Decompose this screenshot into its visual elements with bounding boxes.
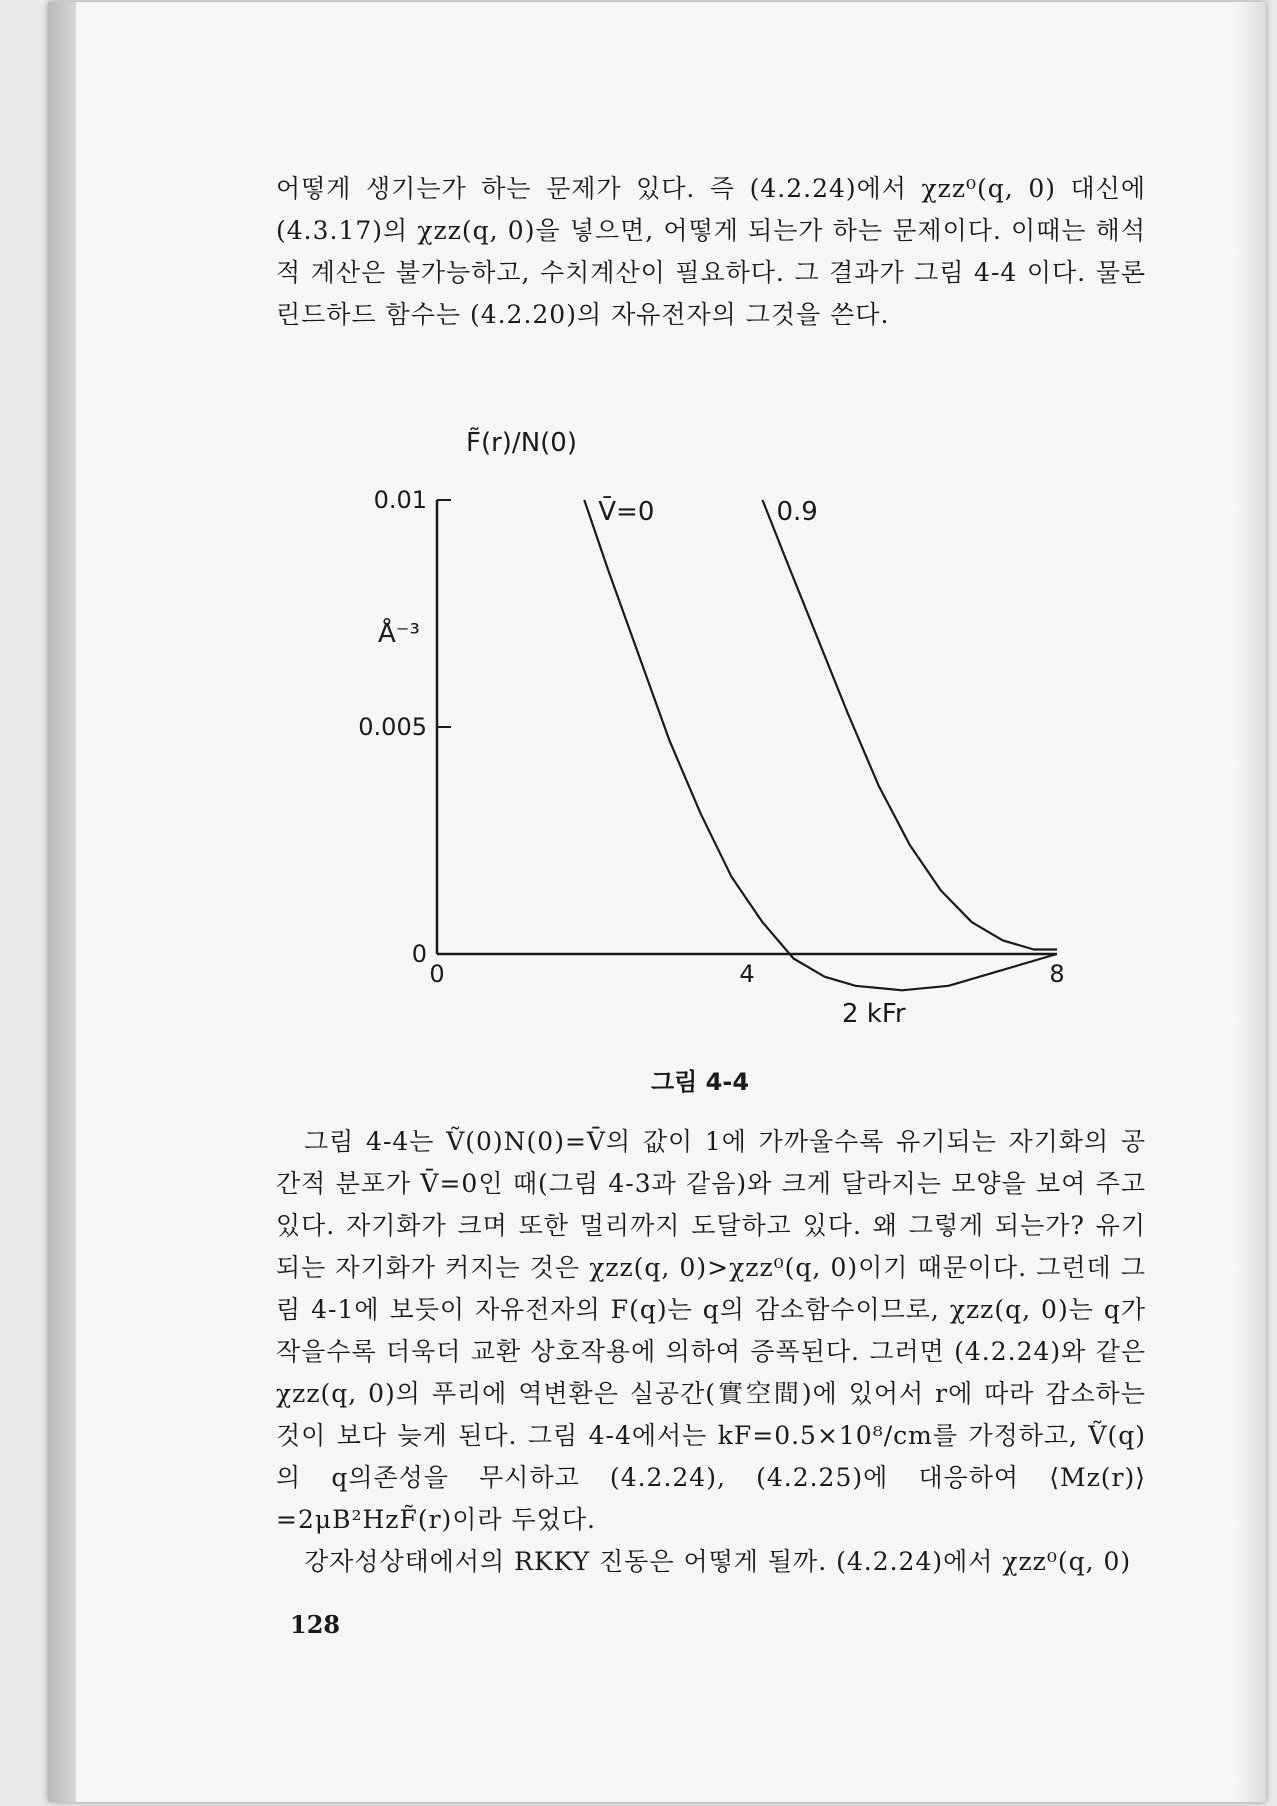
series-label-v0: V̄=0 (598, 497, 655, 527)
y-tick-label: 0.005 (358, 713, 427, 741)
y-unit-label: Å⁻³ (378, 619, 420, 649)
y-tick-label: 0.01 (373, 486, 427, 514)
x-tick-label: 4 (739, 960, 755, 988)
bottom-paragraph-block (276, 1121, 1146, 1583)
x-tick-label: 8 (1049, 960, 1065, 988)
series-label-v09: 0.9 (776, 497, 818, 527)
x-axis-label: 2 kFr (842, 999, 906, 1029)
bottom-paragraph-1: 그림 4-4는 Ṽ(0)N(0)=V̄의 값이 1에 가까울수록 유기되는 자기화의 공간적 분포가 V̄=0인 때(그림 4-3과 같음)와 크게 달라지는 모양을 보여 주고 있다. 자기화가 크며 또한 멀리까지 도달하고 있다. 왜 그렇게 되는가? 유기되는 자기화가 커지는 것은 χzz(q, 0)>χzz⁰(q, 0)이기 때문이다. 그런데 그림 4-1에 보듯이 자유전자의 F(q)는 q의 감소함수이므로, χzz(q, 0)는 q가 작을수록 더욱더 교환 상호작용에 의하여 증폭된다. 그러면 (4.2.24)와 같은 χzz(q, 0)의 푸리에 역변환은 실공간(實空間)에 있어서 r에 따라 감소하는 것이 보다 늦게 된다. 그림 4-4에서는 kF=0.5×10⁸/cm를 가정하고, Ṽ(q)의 q의존성을 무시하고 (4.2.24), (4.2.25)에 대응하여 ⟨Mz(r)⟩=2μB²HzF̃(r)이라 두었다. (276, 1127, 1146, 1534)
top-paragraph-block (276, 168, 1146, 336)
page-edge (1236, 2, 1266, 1802)
top-paragraph: 어떻게 생기는가 하는 문제가 있다. 즉 (4.2.24)에서 χzz⁰(q, 0) 대신에 (4.3.17)의 χzz(q, 0)을 넣으면, 어떻게 되는가 하는 문제이다. 이때는 해석적 계산은 불가능하고, 수치계산이 필요하다. 그 결과가 그림 4-4 이다. 물론 린드하드 함수는 (4.2.20)의 자유전자의 그것을 쓴다. (276, 174, 1146, 329)
y-axis-label: F̃(r)/N(0) (466, 428, 577, 458)
figure-caption: 그림 4-4 (650, 1068, 750, 1096)
book-spine (48, 2, 76, 1802)
bottom-paragraph-2: 강자성상태에서의 RKKY 진동은 어떻게 될까. (4.2.24)에서 χzz⁰(q, 0) (304, 1547, 1132, 1576)
x-tick-label: 0 (429, 960, 445, 988)
y-tick-label: 0 (411, 940, 427, 968)
page-number: 128 (290, 1610, 341, 1639)
